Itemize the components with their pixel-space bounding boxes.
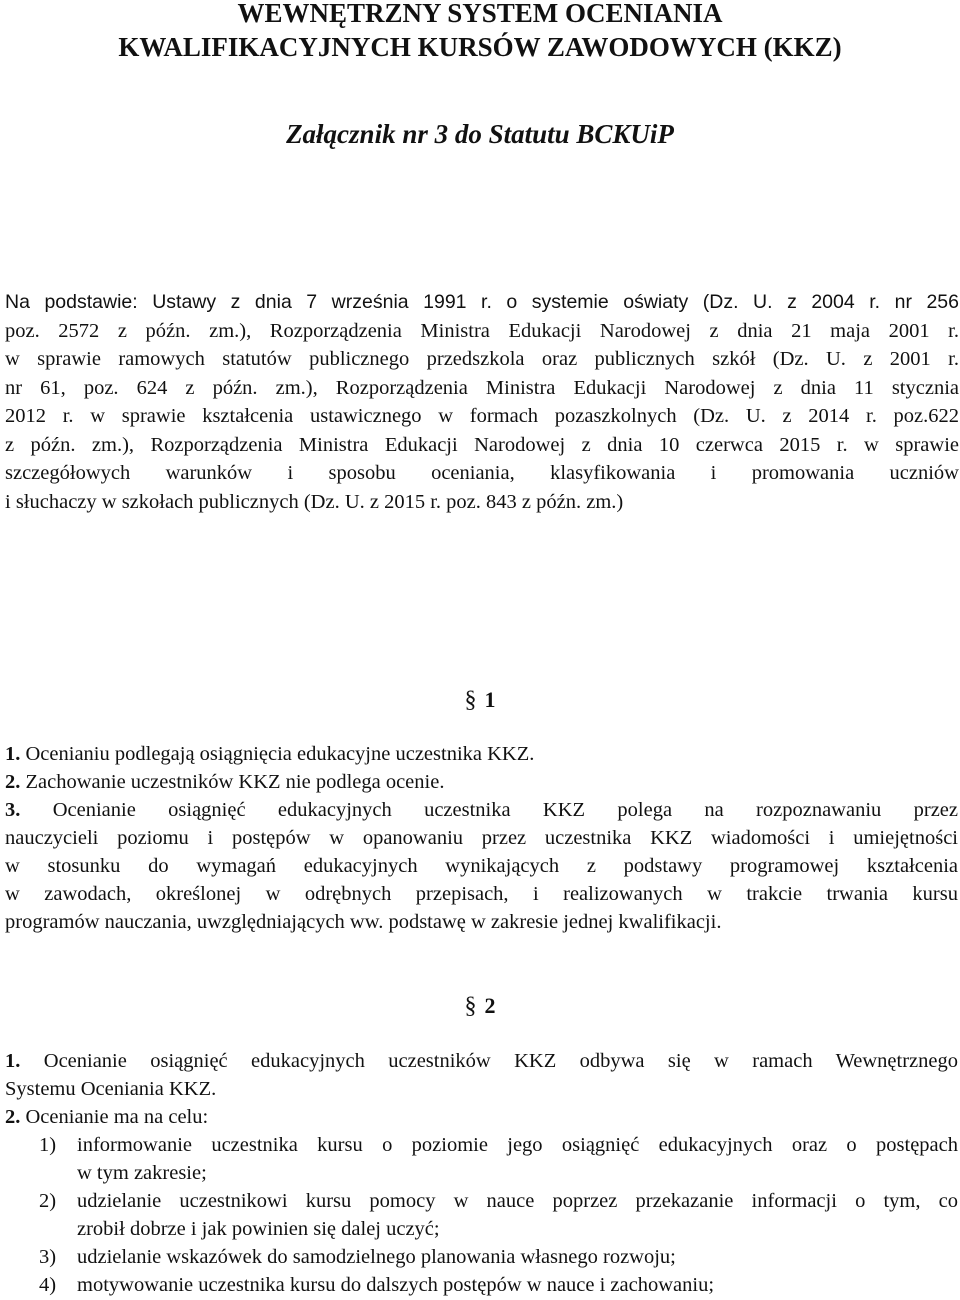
item-number: 2. xyxy=(5,771,21,793)
basis-line: nr 61, poz. 624 z późn. zm.), Rozporządzenia Ministra Edukacji Narodowej z dnia 11 stycznia xyxy=(5,376,959,399)
section-1-heading xyxy=(0,686,960,714)
item-number: 1. xyxy=(5,1050,21,1072)
sub-item-text: w tym zakresie; xyxy=(77,1162,207,1184)
sub-item-text: udzielanie uczestnikowi kursu pomocy w nauce poprzez przekazanie informacji o tym, co xyxy=(77,1190,958,1212)
section-number: 1 xyxy=(484,687,496,712)
sub-item-number: 2) xyxy=(39,1190,57,1212)
basis-line: i słuchaczy w szkołach publicznych (Dz. U. z 2015 r. poz. 843 z późn. zm.) xyxy=(5,490,624,513)
section-2-body xyxy=(5,1047,958,1299)
item-text: Ocenianiu podlegają osiągnięcia edukacyjne uczestnika KKZ. xyxy=(25,743,535,765)
document-title-line-1: WEWNĘTRZNY SYSTEM OCENIANIA xyxy=(237,0,723,28)
annex-heading: Załącznik nr 3 do Statutu BCKUiP xyxy=(286,119,674,149)
section-number: 2 xyxy=(484,993,496,1018)
basis-line: w sprawie ramowych statutów publicznego przedszkola oraz publicznych szkół (Dz. U. z 2001 r. xyxy=(5,348,959,370)
item-continuation-line: w stosunku do wymagań edukacyjnych wynikających z podstawy programowej kształcenia xyxy=(5,855,958,877)
basis-line: Na podstawie: Ustawy z dnia 7 września 1991 r. o systemie oświaty (Dz. U. z 2004 r. nr 256 xyxy=(5,291,959,313)
sub-item-number: 1) xyxy=(39,1134,57,1156)
basis-line: 2012 r. w sprawie kształcenia ustawicznego w formach pozaszkolnych (Dz. U. z 2014 r. poz.622 xyxy=(5,405,959,427)
section-2-heading xyxy=(0,992,960,1020)
section-symbol: § xyxy=(464,993,477,1019)
item-continuation-line: Systemu Oceniania KKZ. xyxy=(5,1078,217,1100)
sub-item-text: zrobił dobrze i jak powinien się dalej uczyć; xyxy=(77,1218,440,1240)
sub-list-item-3 xyxy=(5,1243,958,1271)
item-text: Zachowanie uczestników KKZ nie podlega ocenie. xyxy=(25,771,445,793)
section-1-item-1 xyxy=(5,740,958,768)
item-number: 1. xyxy=(5,743,21,765)
item-continuation-line: nauczycieli poziomu i postępów w opanowaniu przez uczestnika KKZ wiadomości i umiejętności xyxy=(5,827,958,849)
item-number: 2. xyxy=(5,1106,21,1128)
section-1-item-3 xyxy=(5,796,958,824)
section-symbol: § xyxy=(464,687,477,713)
sub-item-number: 4) xyxy=(39,1274,57,1296)
item-continuation-line: w zawodach, określonej w odrębnych przepisach, i realizowanych w trakcie trwania kursu xyxy=(5,883,958,905)
section-2-item-2 xyxy=(5,1103,958,1131)
legal-basis-paragraph xyxy=(5,288,959,516)
sub-list-item-4 xyxy=(5,1271,958,1299)
item-text: Ocenianie ma na celu: xyxy=(25,1106,209,1128)
section-1-body xyxy=(5,740,958,936)
sub-item-text: informowanie uczestnika kursu o poziomie jego osiągnięć edukacyjnych oraz o postępach xyxy=(77,1134,958,1156)
sub-list-item-1 xyxy=(5,1131,958,1187)
sub-item-text: motywowanie uczestnika kursu do dalszych postępów w nauce i zachowaniu; xyxy=(77,1274,715,1296)
basis-line: szczegółowych warunków i sposobu oceniania, klasyfikowania i promowania uczniów xyxy=(5,462,959,484)
sub-item-number: 3) xyxy=(39,1246,57,1268)
section-2-item-1 xyxy=(5,1047,958,1075)
item-continuation-line: programów nauczania, uwzględniających ww. podstawę w zakresie jednej kwalifikacji. xyxy=(5,911,722,933)
item-text: Ocenianie osiągnięć edukacyjnych uczestnika KKZ polega na rozpoznawaniu przez xyxy=(52,799,958,821)
basis-line: poz. 2572 z późn. zm.), Rozporządzenia Ministra Edukacji Narodowej z dnia 21 maja 2001 r. xyxy=(5,319,959,342)
sub-item-text: udzielanie wskazówek do samodzielnego planowania własnego rozwoju; xyxy=(77,1246,676,1268)
basis-line: z późn. zm.), Rozporządzenia Ministra Edukacji Narodowej z dnia 10 czerwca 2015 r. w sprawie xyxy=(5,433,959,456)
document-title-line-2: KWALIFIKACYJNYCH KURSÓW ZAWODOWYCH (KKZ) xyxy=(118,32,842,62)
item-number: 3. xyxy=(5,799,21,821)
item-text: Ocenianie osiągnięć edukacyjnych uczestników KKZ odbywa się w ramach Wewnętrznego xyxy=(43,1050,959,1072)
sub-list-item-2 xyxy=(5,1187,958,1243)
section-1-item-2 xyxy=(5,768,958,796)
